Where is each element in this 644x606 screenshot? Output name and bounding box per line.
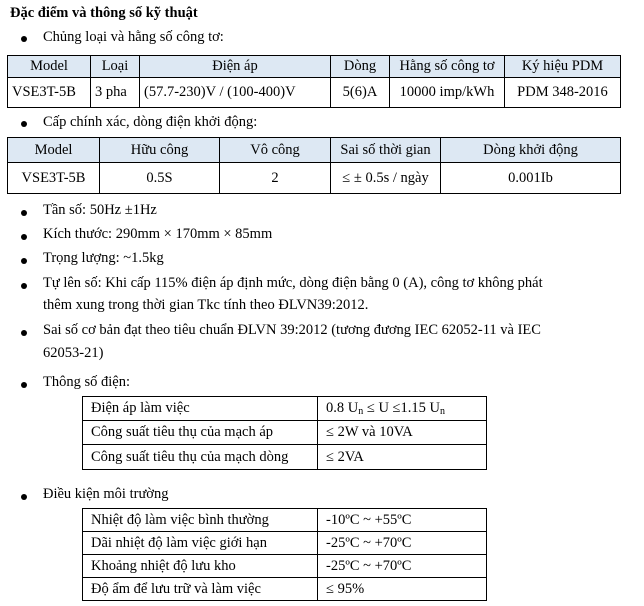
header-active: Hữu công bbox=[100, 138, 220, 163]
cell-reactive: 2 bbox=[220, 163, 331, 194]
weight-text: Trọng lượng: ~1.5kg bbox=[43, 250, 164, 266]
accuracy-table bbox=[7, 137, 621, 194]
electrical-value: ≤ 2VA bbox=[318, 445, 487, 470]
header-current: Dòng bbox=[331, 56, 390, 78]
header-constant: Hằng số công tơ bbox=[390, 56, 505, 78]
section2-heading: Cấp chính xác, dòng điện khởi động: bbox=[43, 114, 258, 130]
cell-start-current: 0.001Ib bbox=[441, 163, 621, 194]
bullet-dot bbox=[21, 330, 27, 336]
environment-value: -10ºC ~ +55ºC bbox=[318, 509, 487, 532]
section1-heading: Chủng loại và hằng số công tơ: bbox=[43, 29, 224, 45]
environment-value: ≤ 95% bbox=[318, 578, 487, 601]
electrical-label: Điện áp làm việc bbox=[83, 397, 318, 421]
environment-value: -25ºC ~ +70ºC bbox=[318, 532, 487, 555]
header-model: Model bbox=[8, 138, 100, 163]
dimensions-text: Kích thước: 290mm × 170mm × 85mm bbox=[43, 226, 273, 242]
bullet-dot bbox=[21, 121, 27, 127]
bullet-dot bbox=[21, 494, 27, 500]
cell-model: VSE3T-5B bbox=[8, 78, 91, 108]
page-title: Đặc điểm và thông số kỹ thuật bbox=[10, 5, 198, 21]
environment-label: Độ ẩm để lưu trữ và làm việc bbox=[83, 578, 318, 601]
bullet-dot bbox=[21, 382, 27, 388]
environment-table bbox=[82, 508, 487, 601]
header-model: Model bbox=[8, 56, 91, 78]
header-reactive: Vô công bbox=[220, 138, 331, 163]
header-pdm: Ký hiệu PDM bbox=[505, 56, 621, 78]
environment-label: Nhiệt độ làm việc bình thường bbox=[83, 509, 318, 532]
electrical-value: 0.8 $U_n \le U \le 1.15$ $U_n$ bbox=[318, 397, 487, 421]
header-time-error: Sai số thời gian bbox=[331, 138, 441, 163]
electrical-heading: Thông số điện: bbox=[43, 374, 130, 390]
cell-voltage: (57.7-230)V / (100-400)V bbox=[140, 78, 331, 108]
meter-type-table bbox=[7, 55, 621, 108]
header-type: Loại bbox=[91, 56, 140, 78]
bullet-dot bbox=[21, 283, 27, 289]
bullet-dot bbox=[21, 36, 27, 42]
header-voltage: Điện áp bbox=[140, 56, 331, 78]
header-start-current: Dòng khởi động bbox=[441, 138, 621, 163]
environment-label: Khoảng nhiệt độ lưu kho bbox=[83, 555, 318, 578]
standard-text-line1: Sai số cơ bản đạt theo tiêu chuẩn ĐLVN 39:2012 (tương đương IEC 62052-11 và IEC bbox=[43, 322, 541, 338]
standard-text-line2: 62053-21) bbox=[43, 345, 104, 361]
frequency-text: Tần số: 50Hz ±1Hz bbox=[43, 202, 157, 218]
cell-current: 5(6)A bbox=[331, 78, 390, 108]
environment-label: Dãi nhiệt độ làm việc giới hạn bbox=[83, 532, 318, 555]
bullet-dot bbox=[21, 234, 27, 240]
cell-active: 0.5S bbox=[100, 163, 220, 194]
electrical-label: Công suất tiêu thụ của mạch áp bbox=[83, 421, 318, 445]
electrical-label: Công suất tiêu thụ của mạch dòng bbox=[83, 445, 318, 470]
cell-time-error: ≤ ± 0.5s / ngày bbox=[331, 163, 441, 194]
cell-constant: 10000 imp/kWh bbox=[390, 78, 505, 108]
bullet-dot bbox=[21, 210, 27, 216]
self-run-text-line2: thêm xung trong thời gian Tkc tính theo ĐLVN39:2012. bbox=[43, 297, 369, 313]
electrical-value: ≤ 2W và 10VA bbox=[318, 421, 487, 445]
cell-type: 3 pha bbox=[91, 78, 140, 108]
environment-heading: Điều kiện môi trường bbox=[43, 486, 169, 502]
self-run-text-line1: Tự lên số: Khi cấp 115% điện áp định mức, dòng điện bằng 0 (A), công tơ không phát bbox=[43, 275, 543, 291]
cell-model: VSE3T-5B bbox=[8, 163, 100, 194]
electrical-table bbox=[82, 396, 487, 470]
cell-pdm: PDM 348-2016 bbox=[505, 78, 621, 108]
environment-value: -25ºC ~ +70ºC bbox=[318, 555, 487, 578]
bullet-dot bbox=[21, 258, 27, 264]
